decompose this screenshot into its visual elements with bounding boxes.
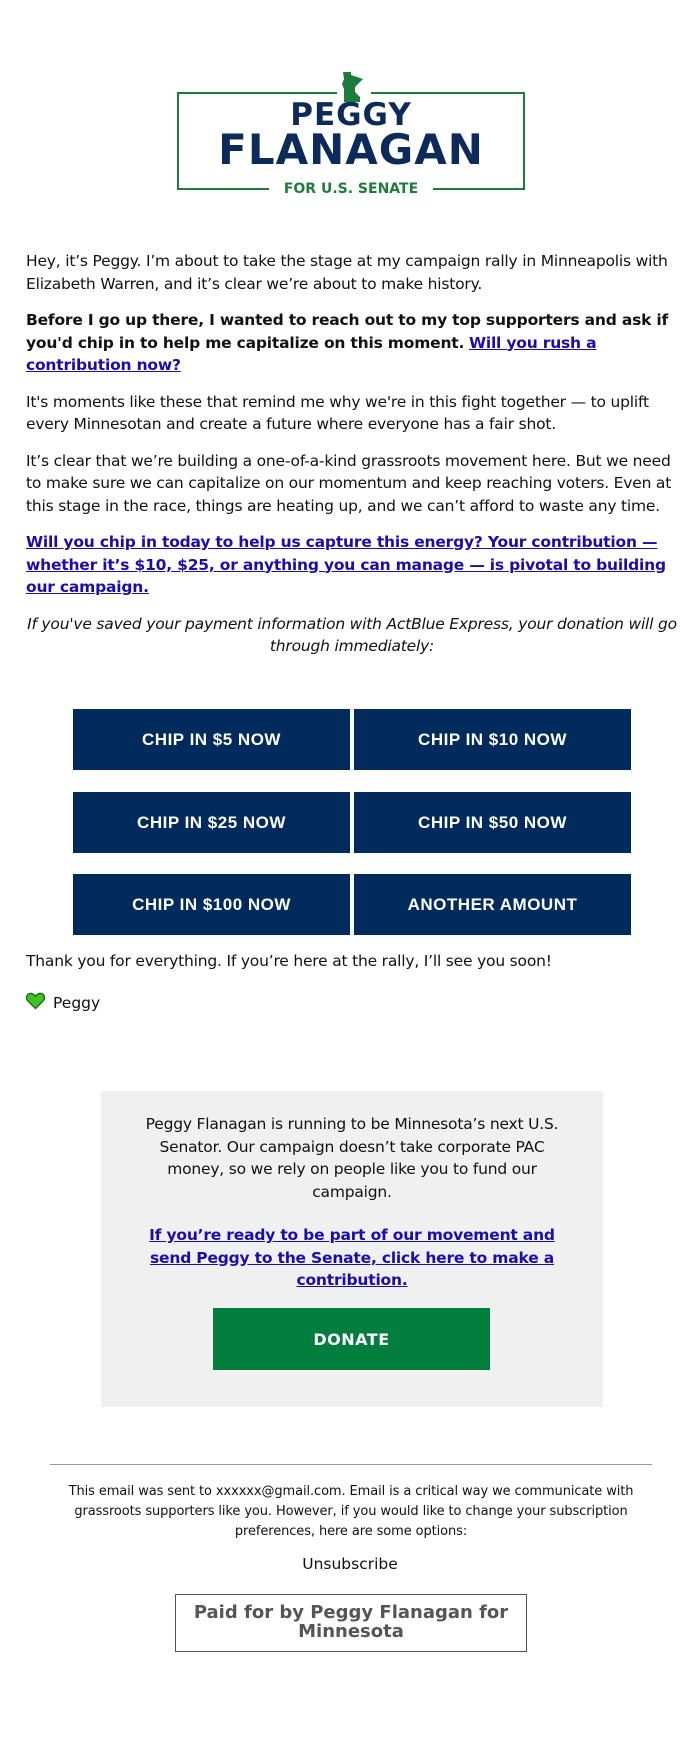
paragraph-moments: It's moments like these that remind me why we're in this fight together — to uplift every Minnesotan and create a future where everyone has a fair shot. [26, 392, 649, 433]
promo-link-wrap [129, 1224, 575, 1292]
logo-line-3: FOR U.S. SENATE [269, 180, 433, 198]
donate-button[interactable]: DONATE [213, 1308, 490, 1370]
footer-divider [50, 1464, 652, 1465]
paragraph-ask [26, 309, 678, 377]
ask-bold-text: Before I go up there, I wanted to reach out to my top supporters and ask if you'd chip in to help me capitalize on this moment. [26, 311, 669, 352]
chip-in-50-button[interactable]: CHIP IN $50 NOW [354, 792, 631, 853]
chip-in-25-button[interactable]: CHIP IN $25 NOW [73, 792, 350, 853]
email-body [26, 250, 678, 672]
promo-box [101, 1091, 603, 1407]
green-heart-icon [26, 992, 45, 1014]
paragraph-chip-in [26, 531, 678, 599]
thank-you-text: Thank you for everything. If you’re here at the rally, I’ll see you soon! [26, 952, 552, 970]
logo-line-1: PEGGY [290, 97, 412, 133]
chip-in-5-button[interactable]: CHIP IN $5 NOW [73, 709, 350, 770]
promo-text: Peggy Flanagan is running to be Minnesota’s next U.S. Senator. Our campaign doesn’t take corporate PAC money, so we rely on people like you to fund our campaign. [145, 1115, 559, 1201]
chip-in-100-button[interactable]: CHIP IN $100 NOW [73, 874, 350, 935]
another-amount-button[interactable]: ANOTHER AMOUNT [354, 874, 631, 935]
unsubscribe-link[interactable]: Unsubscribe [302, 1555, 398, 1573]
paragraph-intro: Hey, it’s Peggy. I’m about to take the stage at my campaign rally in Minneapolis with Elizabeth Warren, and it’s clear we’re about to make history. [26, 252, 668, 293]
paid-for-disclaimer: Paid for by Peggy Flanagan for Minnesota [175, 1594, 527, 1652]
chip-in-link[interactable]: Will you chip in today to help us capture this energy? Your contribution — whether it’s $10, $25, or anything you can manage — is pivotal to building our campaign. [26, 533, 666, 596]
campaign-logo [177, 92, 525, 197]
logo-line-2: FLANAGAN [218, 125, 484, 174]
signature-name: Peggy [53, 994, 101, 1012]
footer-text: This email was sent to xxxxxx@gmail.com. Email is a critical way we communicate with grassroots supporters like you. However, if you would like to change your subscription preferences, here are some options: [68, 1484, 634, 1539]
actblue-express-note: If you've saved your payment information with ActBlue Express, your donation will go through immediately: [27, 614, 677, 655]
chip-in-10-button[interactable]: CHIP IN $10 NOW [354, 709, 631, 770]
contribution-link[interactable]: If you’re ready to be part of our movement and send Peggy to the Senate, click here to make a contribution. [149, 1226, 555, 1289]
paragraph-movement: It’s clear that we’re building a one-of-a-kind grassroots movement here. But we need to make sure we can capitalize on our momentum and keep reaching voters. Even at this stage in the race, things are heating up, and we can’t afford to waste any time. [26, 451, 672, 515]
rush-contribution-link[interactable]: Will you rush a contribution now? [26, 333, 597, 374]
signature [26, 992, 100, 1014]
